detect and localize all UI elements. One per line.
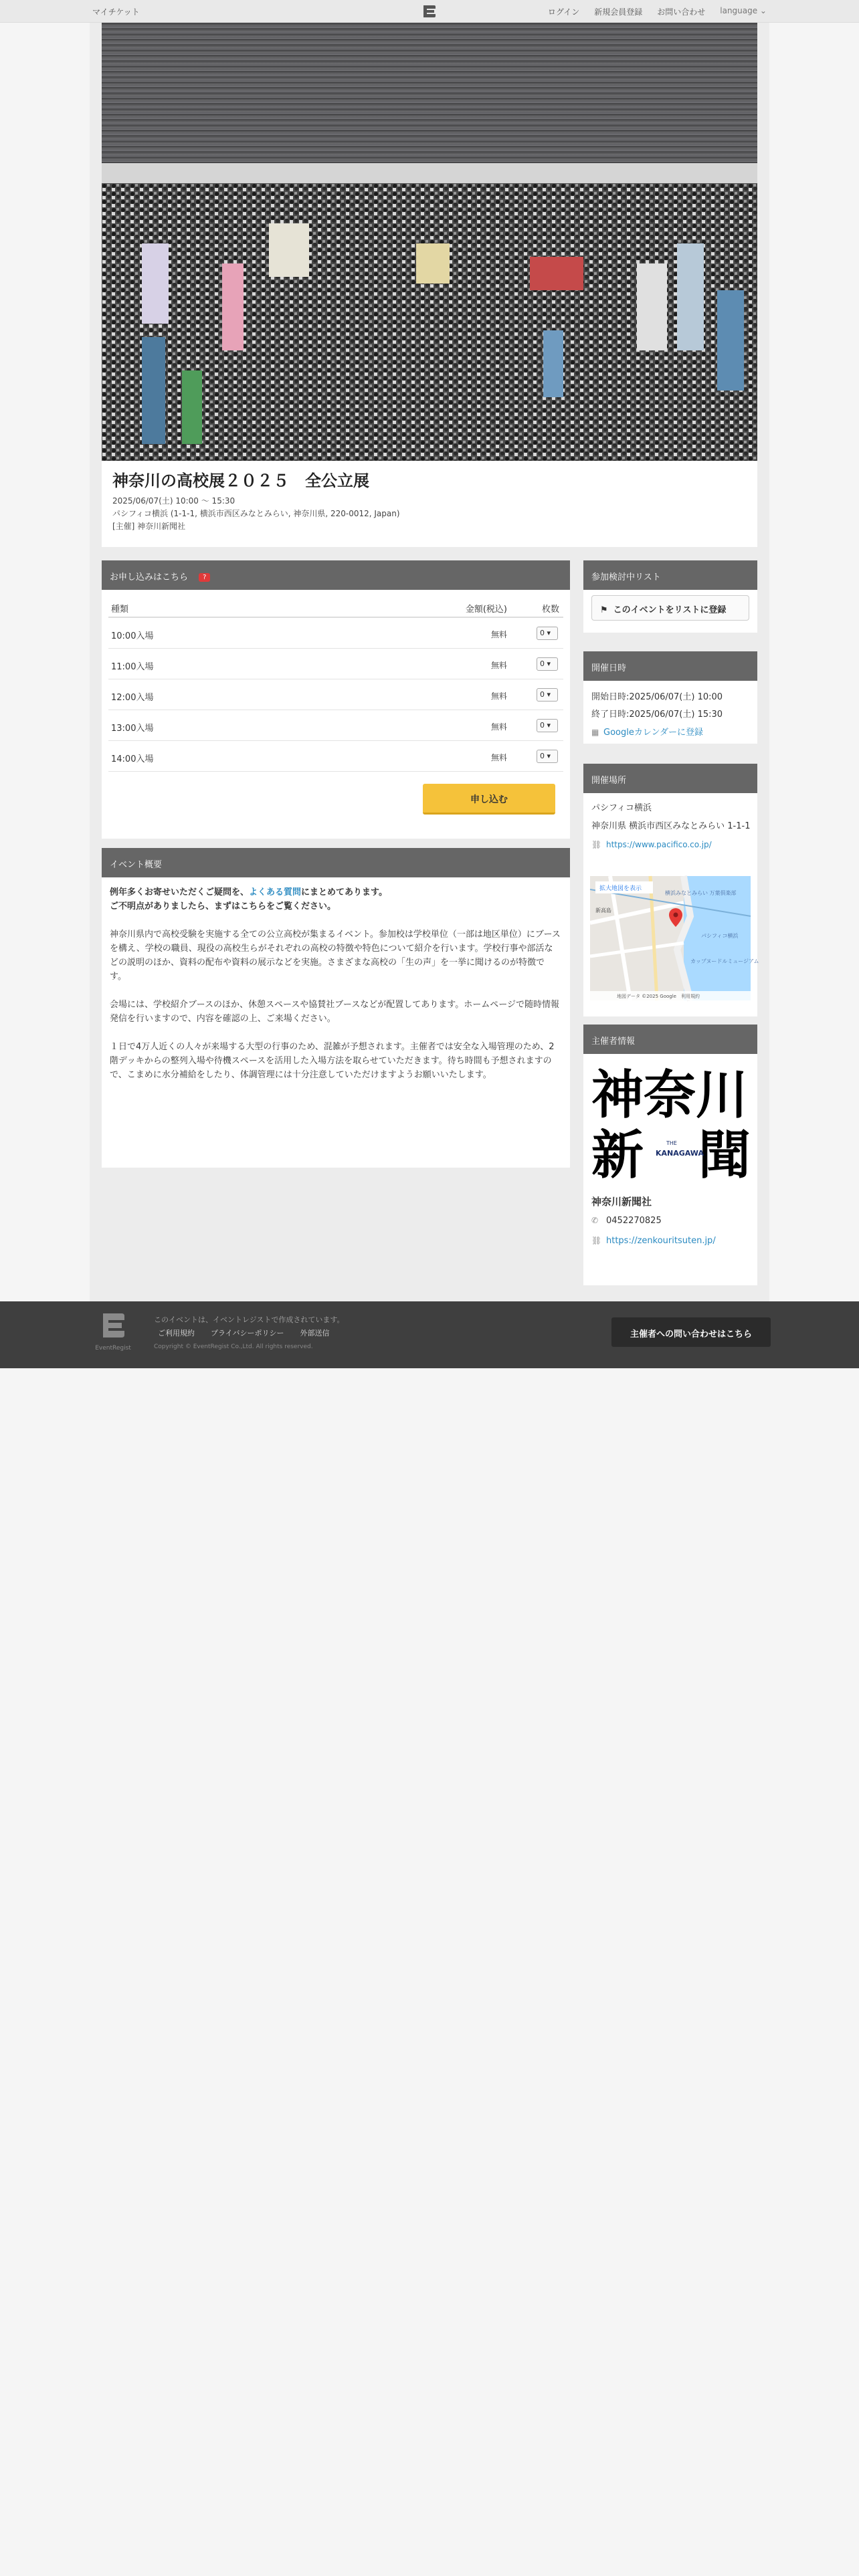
event-datetime: 2025/06/07(土) 10:00 〜 15:30 <box>112 496 235 506</box>
ticket-name: 14:00入場 <box>111 754 154 764</box>
help-badge[interactable]: ? <box>199 573 210 582</box>
overview-panel-header: イベント概要 <box>102 848 570 877</box>
col-type: 種類 <box>111 605 129 615</box>
organizer-name: 神奈川新聞社 <box>591 1196 652 1208</box>
event-title: 神奈川の高校展２０２５ 全公立展 <box>112 471 369 490</box>
footer-links <box>158 1327 345 1340</box>
venue-header: 開催場所 <box>583 764 757 793</box>
dates-panel <box>583 651 757 744</box>
organizer-header: 主催者情報 <box>583 1025 757 1054</box>
svg-text:聞: 聞 <box>698 1125 751 1186</box>
login-link[interactable]: ログイン <box>547 7 580 17</box>
kanagawa-shimbun-logo <box>591 1062 751 1186</box>
faq-link[interactable]: よくある質問 <box>249 887 302 897</box>
overview-panel <box>102 848 570 1168</box>
map-label: 新高島 <box>595 907 611 914</box>
ticket-row <box>108 618 563 649</box>
add-to-list-button[interactable]: ⚑ このイベントをリストに登録 <box>591 595 749 621</box>
overview-paragraph: 会場には、学校紹介ブースのほか、休憩スペースや協賛社ブースなどが配置してあります。ホームページで随時情報発信を行いますので、内容を確認の上、ご来場ください。 <box>110 1000 559 1024</box>
ticket-panel-title: お申し込みはこちら <box>110 572 189 582</box>
top-bar <box>0 0 859 23</box>
terms-link[interactable]: ご利用規約 <box>158 1329 195 1337</box>
link-icon: ⛓ <box>591 840 602 849</box>
ticket-name: 10:00入場 <box>111 631 154 641</box>
ticket-row <box>108 679 563 710</box>
svg-text:神奈川: 神奈川 <box>591 1065 749 1125</box>
overview-paragraph: 神奈川県内で高校受験を実施する全ての公立高校が集まるイベント。参加校は学校単位（一部は地区単位）にブースを構え、学校の職員、現役の高校生らがそれぞれの高校の特徴や特色について紹介を行います。学校行事や部活などの説明のほか、資料の配布や資料の展示などを実施。さまざまな高校の「生の声」を一挙に聞けるのが特徴です。 <box>110 930 561 982</box>
event-header-card <box>102 23 757 547</box>
ticket-row <box>108 741 563 772</box>
contact-link[interactable]: お問い合わせ <box>657 7 706 17</box>
my-tickets-link[interactable]: マイチケット <box>92 7 140 17</box>
ticket-price: 無料 <box>490 753 507 762</box>
venue-address: 神奈川県 横浜市西区みなとみらい 1-1-1 <box>591 821 751 831</box>
phone-icon: ✆ <box>591 1216 599 1225</box>
map-label: カップヌードルミュージアム <box>690 958 759 964</box>
ticket-panel-header <box>102 560 570 590</box>
flag-icon: ⚑ <box>600 605 608 615</box>
venue-map[interactable] <box>590 876 759 1000</box>
google-calendar-link[interactable]: ▦ Googleカレンダーに登録 <box>591 724 723 742</box>
ticket-row <box>108 649 563 679</box>
venue-name: パシフィコ横浜 <box>591 803 652 813</box>
ticket-price: 無料 <box>490 722 507 732</box>
overview-paragraph: １日で4万人近くの人々が来場する大型の行事のため、混雑が予想されます。主催者では安全な入場管理のため、2階デッキからの整列入場や待機スペースを活用した入場方法を取らせていただきます。待ち時間も予想されますので、こまめに水分補給をしたり、体調管理には十分注意していただけますようお願いいたします。 <box>110 1042 555 1080</box>
organizer-panel <box>583 1025 757 1285</box>
map-expand-link[interactable]: 拡大地図を表示 <box>599 885 642 892</box>
top-nav <box>548 6 767 17</box>
event-hero-image <box>102 23 757 461</box>
faq-notice: 例年多くお寄せいただくご疑問を、よくある質問にまとめてあります。 ご不明点がありましたら、まずはこちらをご覧ください。 <box>110 887 387 911</box>
calendar-icon: ▦ <box>591 728 599 737</box>
footer-logo[interactable] <box>95 1311 131 1358</box>
footer <box>0 1301 859 1368</box>
map-label: パシフィコ横浜 <box>701 933 739 939</box>
quantity-select[interactable]: 0 ▾ <box>537 719 558 732</box>
footer-note: このイベントは、イベントレジストで作成されています。 <box>154 1315 345 1324</box>
event-venue-line: パシフィコ横浜 (1-1-1, 横浜市西区みなとみらい, 神奈川県, 220-0012, Japan) <box>112 509 400 518</box>
quantity-select[interactable]: 0 ▾ <box>537 627 558 640</box>
register-link[interactable]: 新規会員登録 <box>594 7 643 17</box>
watchlist-panel <box>583 560 757 633</box>
col-price: 金額(税込) <box>465 605 507 615</box>
ticket-panel <box>102 560 570 839</box>
ticket-name: 12:00入場 <box>111 693 154 703</box>
quantity-select[interactable]: 0 ▾ <box>537 750 558 763</box>
privacy-link[interactable]: プライバシーポリシー <box>211 1329 284 1337</box>
venue-panel <box>583 764 757 1016</box>
map-credit: 地図データ ©2025 Google 利用規約 <box>617 994 700 999</box>
footer-text <box>154 1313 345 1354</box>
eventregist-logo-icon[interactable] <box>421 4 438 19</box>
dates-header: 開催日時 <box>583 651 757 681</box>
apply-button[interactable]: 申し込む <box>423 784 555 815</box>
contact-organizer-button[interactable]: 主催者への問い合わせはこちら <box>611 1317 771 1347</box>
watchlist-header: 参加検討中リスト <box>583 560 757 590</box>
organizer-phone: ✆ 0452270825 <box>591 1216 662 1226</box>
start-datetime: 開始日時:2025/06/07(土) 10:00 <box>591 692 723 702</box>
venue-url[interactable]: ⛓ https://www.pacifico.co.jp/ <box>591 836 751 853</box>
event-organizer-line: [主催] 神奈川新聞社 <box>112 522 186 531</box>
quantity-select[interactable]: 0 ▾ <box>537 688 558 702</box>
end-datetime: 終了日時:2025/06/07(土) 15:30 <box>591 710 723 720</box>
overview-body <box>110 885 561 1096</box>
language-selector[interactable]: language ⌄ <box>720 6 767 15</box>
organizer-url[interactable]: ⛓ https://zenkouritsuten.jp/ <box>591 1236 716 1246</box>
footer-brand: EventRegist <box>95 1345 131 1352</box>
external-link[interactable]: 外部送信 <box>300 1329 330 1337</box>
ticket-row <box>108 710 563 741</box>
ticket-price: 無料 <box>490 691 507 701</box>
ticket-price: 無料 <box>490 661 507 670</box>
ticket-table-header <box>108 598 563 618</box>
quantity-select[interactable]: 0 ▾ <box>537 657 558 671</box>
ticket-name: 11:00入場 <box>111 662 154 672</box>
svg-text:新: 新 <box>591 1125 644 1186</box>
link-icon: ⛓ <box>591 1236 602 1245</box>
ticket-name: 13:00入場 <box>111 724 154 734</box>
ticket-price: 無料 <box>490 630 507 639</box>
svg-text:THE: THE <box>666 1140 677 1146</box>
event-meta <box>112 495 400 533</box>
map-label: 横浜みなとみらい 万葉倶楽部 <box>665 890 737 896</box>
col-qty: 枚数 <box>541 605 559 615</box>
copyright: Copyright © EventRegist Co.,Ltd. All rights reserved. <box>154 1344 313 1350</box>
svg-text:KANAGAWA: KANAGAWA <box>656 1149 704 1158</box>
